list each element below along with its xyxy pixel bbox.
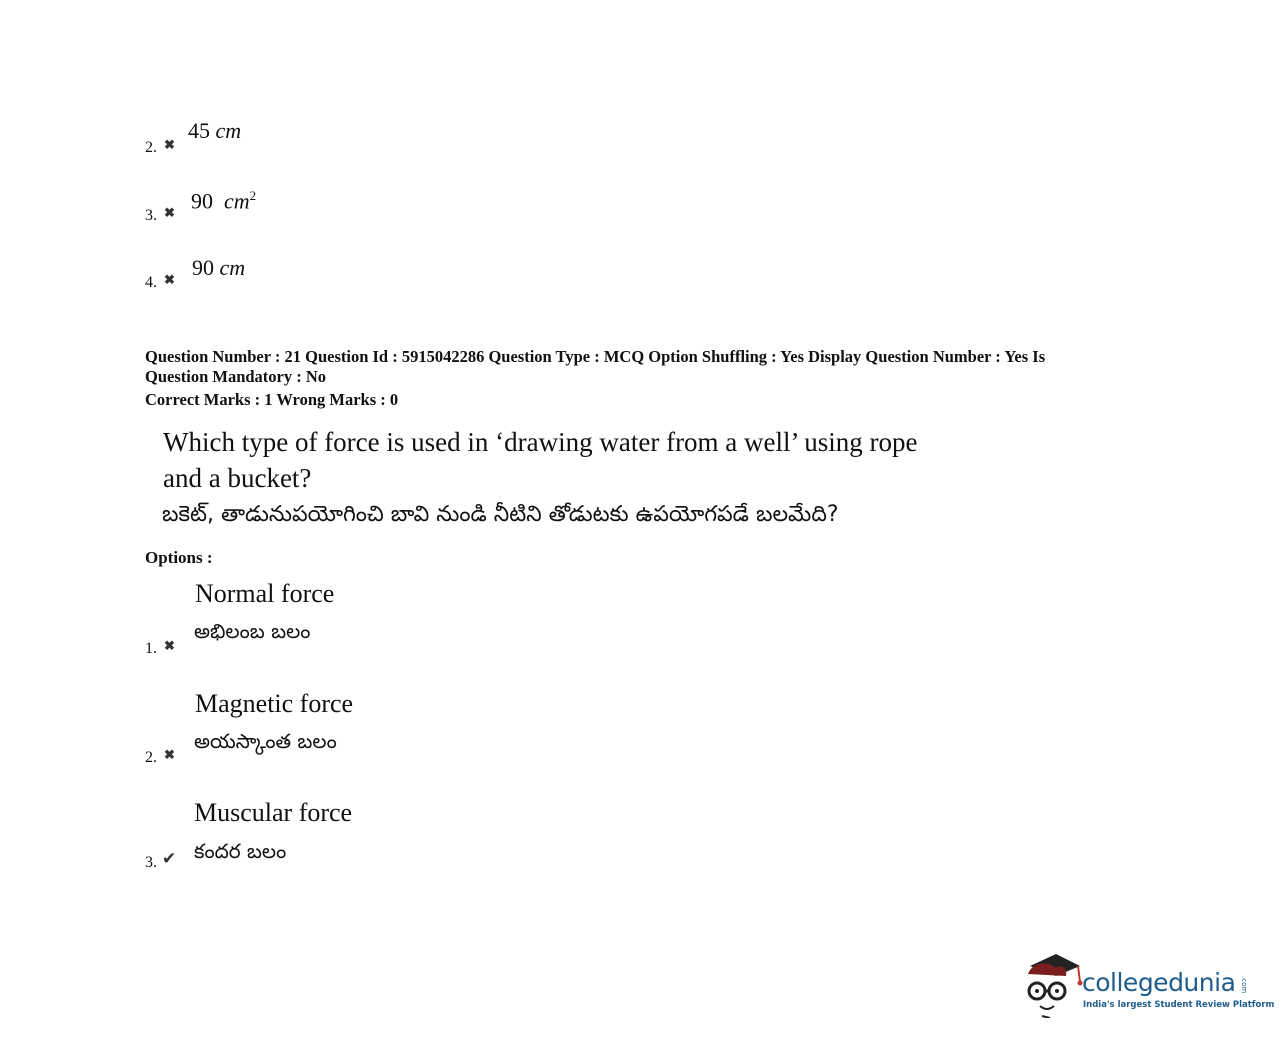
logo-tagline: India's largest Student Review Platform: [1083, 1000, 1275, 1010]
question-telugu: బకెట్, తాడునుపయోగించి బావి నుండి నీటిని తోడుటకు ఉపయోగపడే బలమేది?: [162, 502, 839, 527]
cross-icon: ✖: [164, 205, 175, 220]
option-number: 2.: [145, 139, 157, 156]
cross-icon: ✖: [164, 272, 175, 287]
option-number: 3.: [145, 207, 157, 224]
question-meta: [145, 347, 1145, 410]
option-english: Muscular force: [194, 798, 353, 827]
option-telugu: అయస్కాంత బలం: [194, 729, 337, 753]
option-english: Normal force: [195, 579, 335, 608]
option-value: [192, 255, 245, 281]
question-line-1: Which type of force is used in ‘drawing water from a well’ using rope: [163, 427, 918, 457]
collegedunia-logo: [1022, 952, 1275, 1022]
check-icon: ✔: [162, 849, 177, 868]
meta-line-3: Correct Marks : 1 Wrong Marks : 0: [145, 390, 399, 409]
cross-icon: ✖: [164, 638, 175, 653]
value-number: 45: [188, 118, 210, 143]
logo-suffix: .com: [1240, 976, 1248, 994]
value-exponent: 2: [249, 188, 257, 203]
option-number: 1.: [145, 640, 157, 657]
logo-name: collegedunia: [1082, 968, 1236, 997]
value-unit: cm: [224, 188, 250, 214]
value-unit: cm: [219, 255, 246, 280]
meta-line-2: Question Mandatory : No: [145, 367, 327, 386]
question-line-2: and a bucket?: [163, 463, 312, 493]
question-english: [163, 424, 1013, 496]
option-number: 2.: [145, 749, 157, 766]
option-number: 4.: [145, 274, 157, 291]
mascot-icon: [1022, 952, 1084, 1018]
option-english: Magnetic force: [195, 689, 354, 718]
meta-line-1: Question Number : 21 Question Id : 5915042286 Question Type : MCQ Option Shuffling : Yes Display Question Number : Yes Is: [145, 347, 1046, 366]
option-telugu: కందర బలం: [194, 839, 287, 863]
value-number: 90: [191, 188, 213, 214]
value-number: 90: [192, 255, 214, 280]
value-unit: cm: [215, 118, 242, 143]
option-telugu: అభిలంబ బలం: [194, 619, 311, 643]
cross-icon: ✖: [164, 747, 175, 762]
option-number: 3.: [145, 854, 157, 871]
option-value: [191, 188, 256, 214]
options-label: Options :: [145, 548, 213, 567]
option-value: [188, 118, 241, 144]
cross-icon: ✖: [164, 137, 175, 152]
